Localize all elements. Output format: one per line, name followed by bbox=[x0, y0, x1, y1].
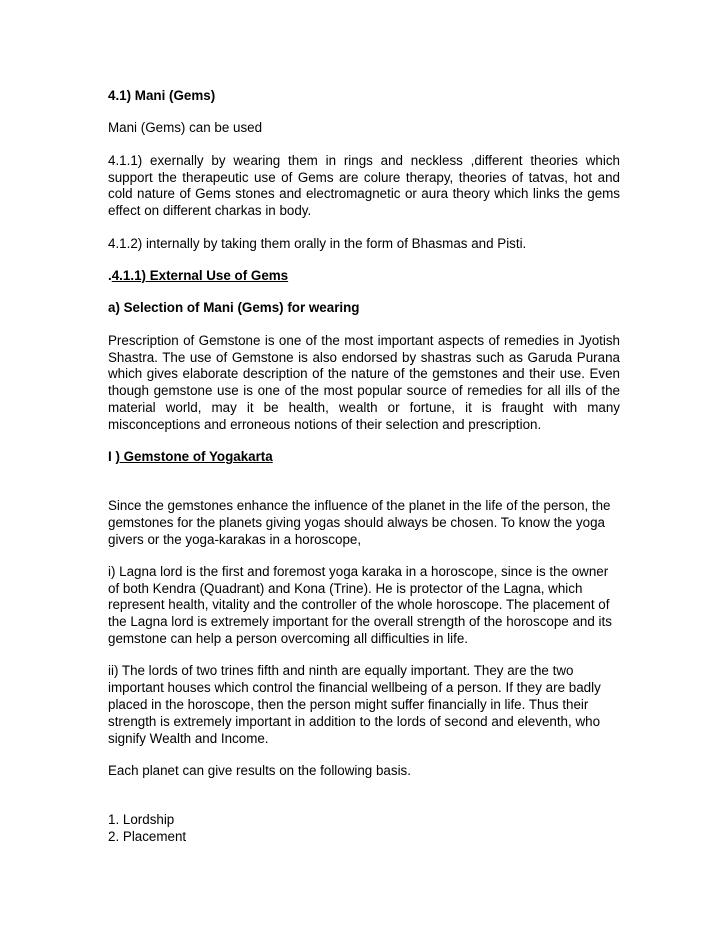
heading-yogakarta bbox=[108, 449, 620, 466]
document-page bbox=[108, 88, 620, 845]
heading-prefix: . bbox=[108, 267, 112, 283]
heading-external-use bbox=[108, 268, 620, 285]
heading-yogakarta-prefix: I bbox=[108, 449, 116, 465]
heading-selection: a) Selection of Mani (Gems) for wearing bbox=[108, 300, 360, 316]
paragraph-external-use: 4.1.1) exernally by wearing them in rings and neckless ,different theories which support the therapeutic use of Gems are colure therapy, theories of tatvas, hot and cold nature of Gems stones and electromagnetic or aura theory which links the gems effect on different charkas in body. bbox=[108, 152, 620, 219]
list-item: 2. Placement bbox=[108, 828, 187, 844]
heading-yogakarta-title: ) Gemstone of Yogakarta bbox=[115, 449, 273, 465]
heading-mani-gems: 4.1) Mani (Gems) bbox=[108, 88, 216, 103]
paragraph-basis: Each planet can give results on the following basis. bbox=[108, 763, 411, 779]
intro-line: Mani (Gems) can be used bbox=[108, 120, 263, 136]
basis-list bbox=[108, 812, 620, 846]
list-item: 1. Lordship bbox=[108, 811, 175, 827]
paragraph-trine-lords: ii) The lords of two trines fifth and ninth are equally important. They are the two important houses which control the financial wellbeing of a person. If they are badly placed in the horoscope, then the person might suffer financially in life. Thus their strength is extremely important in addition to the lords of second and eleventh, who signify Wealth and Income. bbox=[108, 663, 601, 746]
paragraph-internal-use: 4.1.2) internally by taking them orally in the form of Bhasmas and Pisti. bbox=[108, 235, 527, 251]
heading-external-use-title: 4.1.1) External Use of Gems bbox=[111, 267, 289, 283]
paragraph-yoga-givers: Since the gemstones enhance the influence of the planet in the life of the person, the gemstones for the planets giving yogas should always be chosen. To know the yoga givers or the yoga-karakas in a horoscope, bbox=[108, 497, 611, 547]
paragraph-prescription: Prescription of Gemstone is one of the most important aspects of remedies in Jyotish Shastra. The use of Gemstone is also endorsed by shastras such as Garuda Purana which gives elaborate description of the nature of the gemstones and their use. Even though gemstone use is one of the most popular source of remedies for all ills of the material world, may it be health, wealth or fortune, it is fraught with many misconceptions and erroneous notions of their selection and prescription. bbox=[108, 332, 620, 432]
paragraph-lagna-lord: i) Lagna lord is the first and foremost yoga karaka in a horoscope, since is the owner of both Kendra (Quadrant) and Kona (Trine). He is protector of the Lagna, which represent health, vitality and the controller of the whole horoscope. The placement of the Lagna lord is extremely important for the overall strength of the horoscope and its gemstone can help a person overcoming all difficulties in life. bbox=[108, 563, 612, 647]
